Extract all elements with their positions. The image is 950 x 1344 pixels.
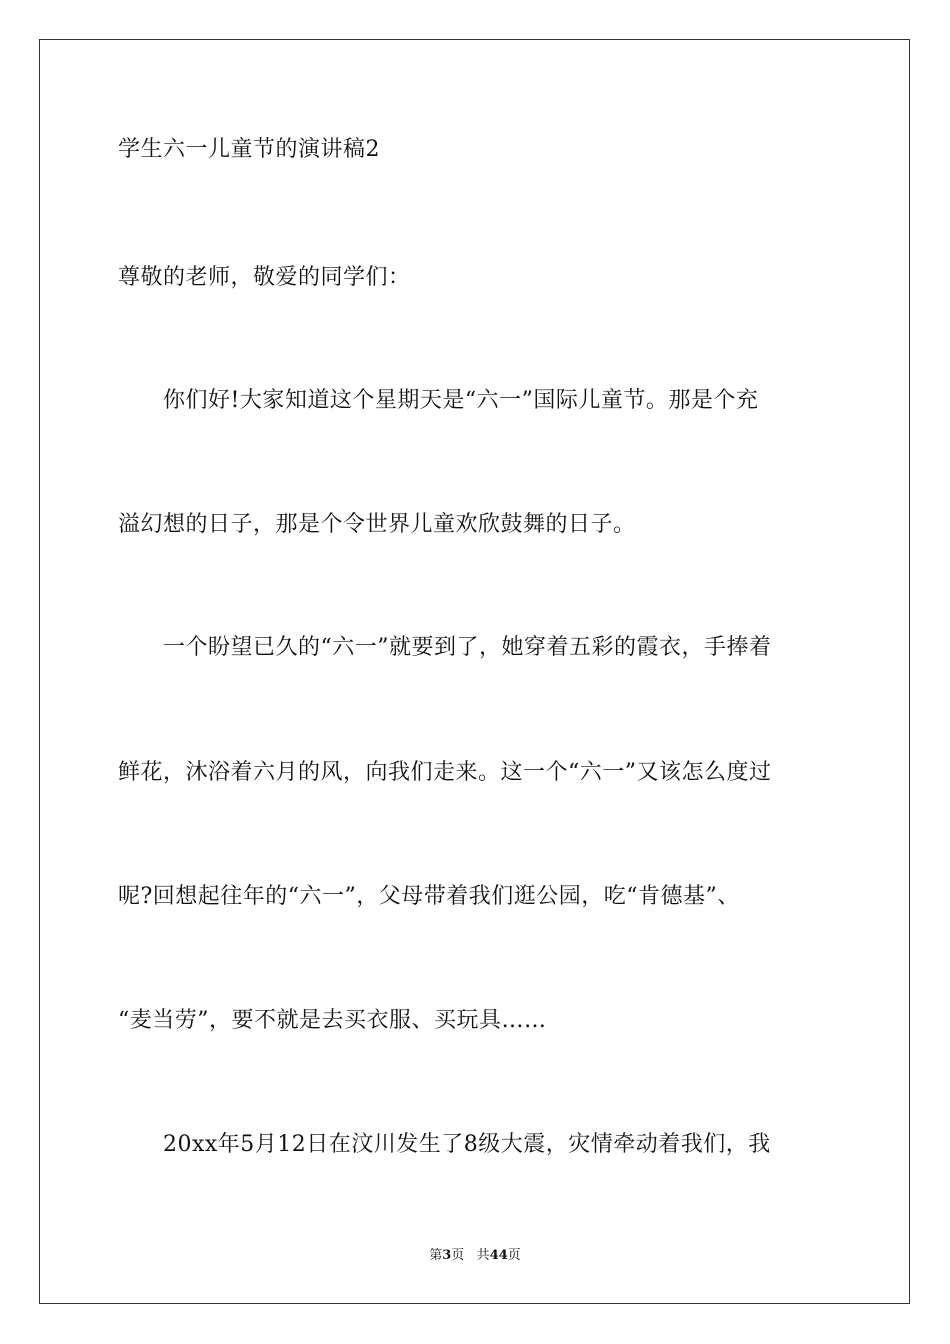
page-footer: [0, 1248, 950, 1264]
paragraph-line: 20xx年5月12日在汶川发生了8级大震，灾情牵动着我们，我: [163, 1132, 771, 1157]
footer-total-prefix: 共: [476, 1248, 490, 1263]
footer-page-suffix: 页: [451, 1248, 465, 1263]
salutation: 尊敬的老师，敬爱的同学们：: [118, 265, 411, 290]
footer-total-suffix: 页: [507, 1248, 521, 1263]
document-title: 学生六一儿童节的演讲稿2: [118, 137, 380, 162]
total-pages-number: 44: [489, 1248, 508, 1263]
current-page-number: 3: [442, 1248, 452, 1263]
paragraph-line: 鲜花，沐浴着六月的风，向我们走来。这一个“六一”又该怎么度过: [118, 760, 772, 785]
paragraph-line: 一个盼望已久的“六一”就要到了，她穿着五彩的霞衣，手捧着: [163, 635, 772, 660]
paragraph-line: “麦当劳”，要不就是去买衣服、买玩具……: [118, 1008, 547, 1033]
paragraph-line: 呢?回想起往年的“六一”，父母带着我们逛公园，吃“肯德基”、: [118, 884, 740, 909]
page-border: [39, 39, 910, 1304]
paragraph-line: 你们好!大家知道这个星期天是“六一”国际儿童节。那是个充: [163, 388, 759, 413]
footer-prefix: 第: [429, 1248, 443, 1263]
paragraph-line: 溢幻想的日子，那是个令世界儿童欢欣鼓舞的日子。: [118, 512, 636, 537]
